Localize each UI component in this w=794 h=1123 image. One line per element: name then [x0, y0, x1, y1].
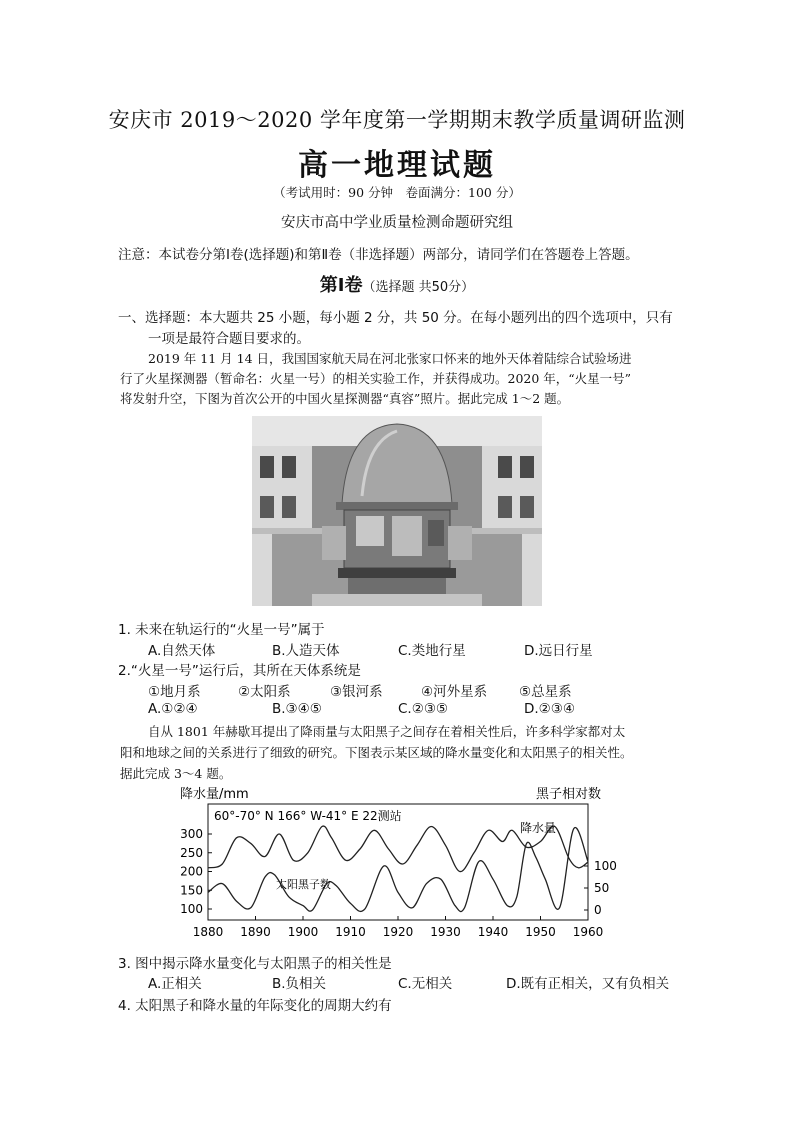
x-tick-label: 1880: [192, 925, 224, 939]
section-subtitle: （选择题 共50分）: [362, 280, 475, 295]
station-label: 60°-70° N 166° W-41° E 22测站: [214, 809, 402, 823]
right-tick-label: 0: [594, 903, 602, 917]
left-tick-label: 200: [180, 864, 203, 879]
left-tick-label: 250: [180, 845, 203, 860]
x-tick-label: 1930: [430, 925, 461, 939]
question-3-stem: 3. 图中揭示降水量变化与太阳黑子的相关性是: [118, 956, 392, 972]
page-title: 高一地理试题: [298, 148, 496, 183]
passage1-line-2: 行了火星探测器（暂命名：火星一号）的相关实验工作，并获得成功。2020 年，“火星一号”: [120, 371, 632, 386]
section-name: 第Ⅰ卷: [319, 275, 363, 296]
question-2-item-1: ①地月系: [148, 684, 201, 700]
right-tick-label: 50: [594, 881, 610, 895]
question-4-stem: 4. 太阳黑子和降水量的年际变化的周期大约有: [118, 998, 392, 1014]
question-2-option-b: B.③④⑤: [272, 701, 322, 717]
question-3-option-c: C.无相关: [398, 976, 453, 992]
question-1-stem: 1. 未来在轨运行的“火星一号”属于: [118, 622, 325, 638]
question-1-option-a: A.自然天体: [148, 643, 216, 659]
exam-info: （考试用时：90 分钟 卷面满分：100 分）: [273, 185, 521, 200]
left-tick-label: 100: [180, 902, 203, 916]
precipitation-sunspot-chart: [168, 782, 618, 944]
question-2-option-a: A.①②④: [148, 701, 198, 717]
exam-notice: 注意：本试卷分第Ⅰ卷(选择题)和第Ⅱ卷（非选择题）两部分，请同学们在答题卷上答题。: [118, 247, 639, 263]
sunspot-series-label: 太阳黑子数: [276, 878, 331, 891]
question-2-item-4: ④河外星系: [421, 684, 488, 700]
instructions-line-1: 一、选择题：本大题共 25 小题，每小题 2 分，共 50 分。在每小题列出的四个选项中，只有: [118, 310, 673, 326]
left-tick-label: 300: [180, 827, 203, 841]
question-3-option-d: D.既有正相关，又有负相关: [506, 976, 670, 992]
organizer: 安庆市高中学业质量检测命题研究组: [281, 215, 513, 231]
sunspot-series-line: [208, 828, 588, 912]
exam-header-line: 安庆市 2019～2020 学年度第一学期期末教学质量调研监测: [108, 108, 686, 132]
x-tick-label: 1890: [240, 925, 271, 939]
x-tick-label: 1960: [572, 925, 604, 939]
mars-probe-photo: [252, 416, 542, 606]
passage1-line-3: 将发射升空，下图为首次公开的中国火星探测器“真容”照片。据此完成 1～2 题。: [120, 391, 570, 406]
question-1-option-c: C.类地行星: [398, 643, 466, 659]
x-tick-label: 1920: [382, 925, 414, 939]
question-1-option-d: D.远日行星: [524, 643, 593, 659]
section-title: [0, 271, 794, 297]
question-2-item-2: ②太阳系: [238, 684, 291, 700]
x-tick-label: 1950: [525, 925, 556, 939]
question-2-item-5: ⑤总星系: [519, 684, 572, 700]
x-tick-label: 1940: [477, 925, 509, 939]
question-2-stem: 2.“火星一号”运行后，其所在天体系统是: [118, 663, 361, 679]
right-tick-label: 100: [594, 859, 617, 873]
question-2-option-c: C.②③⑤: [398, 701, 449, 717]
passage2-line-1: 自从 1801 年赫歇耳提出了降雨量与太阳黑子之间存在着相关性后，许多科学家都对太: [148, 724, 626, 739]
left-tick-label: 150: [180, 883, 203, 898]
x-tick-label: 1900: [287, 925, 319, 939]
question-1-option-b: B.人造天体: [272, 643, 340, 659]
instructions-line-2: 一项是最符合题目要求的。: [148, 331, 310, 347]
passage1-line-1: 2019 年 11 月 14 日，我国国家航天局在河北张家口怀来的地外天体着陆综合试验场进: [148, 351, 632, 366]
passage2-line-3: 据此完成 3～4 题。: [120, 766, 232, 781]
passage2-line-2: 阳和地球之间的关系进行了细致的研究。下图表示某区域的降水量变化和太阳黑子的相关性。: [120, 745, 633, 760]
precipitation-series-label: 降水量: [520, 821, 557, 835]
question-2-item-3: ③银河系: [330, 684, 383, 700]
x-tick-label: 1910: [335, 925, 366, 939]
right-axis-label: 黑子相对数: [536, 787, 602, 802]
left-axis-label: 降水量/mm: [180, 787, 249, 802]
question-3-option-b: B.负相关: [272, 976, 327, 992]
question-3-option-a: A.正相关: [148, 976, 202, 992]
question-2-option-d: D.②③④: [524, 701, 575, 717]
